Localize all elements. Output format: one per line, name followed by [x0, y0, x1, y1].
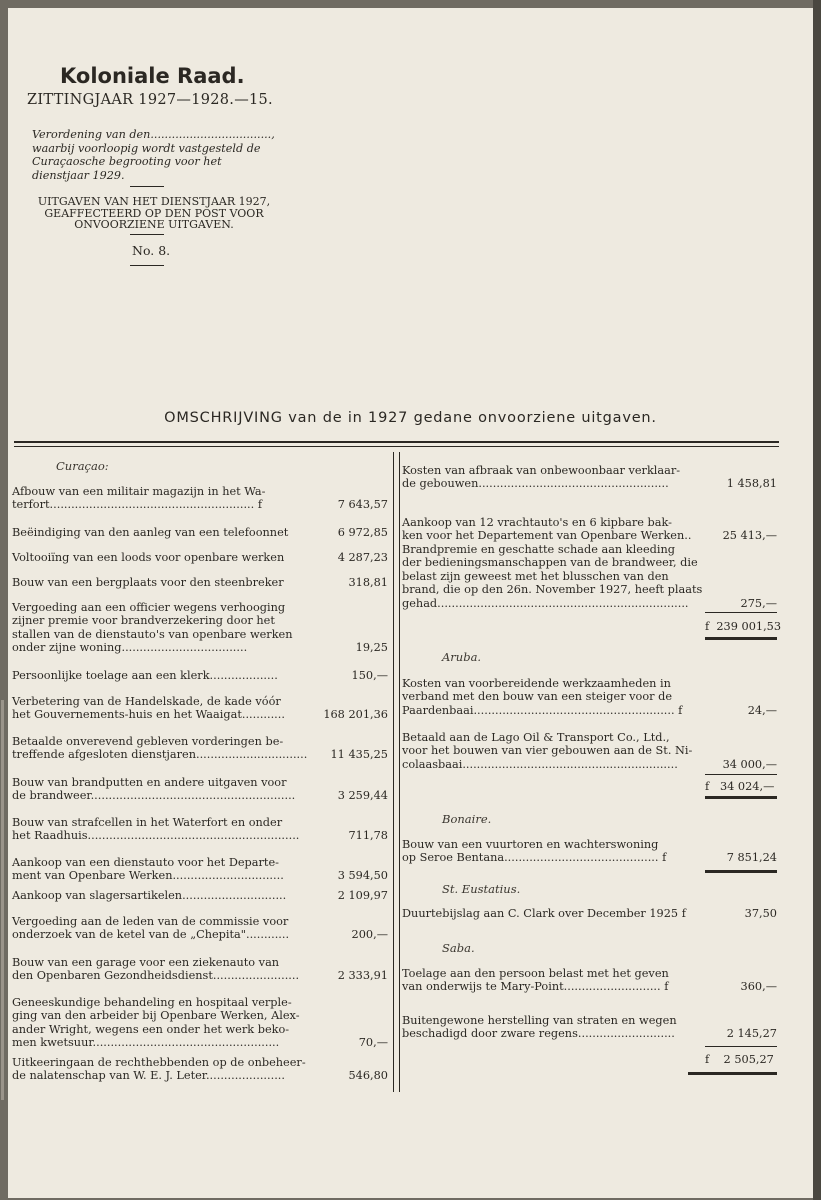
- item-description-line: Aankoop van 12 vrachtauto's en 6 kipbare bak-: [402, 516, 672, 529]
- list-item: [402, 543, 702, 610]
- subject-heading: UITGAVEN VAN HET DIENSTJAAR 1927, GEAFFECTEERD OP DEN POST VOOR ONVOORZIENE UITGAVEN.: [37, 195, 271, 231]
- item-amount: 168 201,36: [323, 708, 388, 722]
- item-amount: 3 259,44: [337, 789, 388, 803]
- list-item: [12, 551, 284, 564]
- heading-rule: [14, 441, 779, 443]
- item-description-line: Toelage aan den persoon belast met het geven: [402, 967, 669, 980]
- list-item: [402, 677, 682, 717]
- list-item: [12, 526, 288, 539]
- section-curacao: Curaçao:: [56, 459, 109, 473]
- item-amount: 19,25: [355, 641, 388, 655]
- item-amount: 24,—: [747, 703, 777, 717]
- item-description-line: ken voor het Departement van Openbare Werken..: [402, 529, 692, 543]
- page-edge: [813, 0, 821, 1200]
- item-description-line: colaasbaai............................................................: [402, 757, 678, 771]
- list-item: [12, 816, 299, 843]
- item-description-line: stallen van de dienstauto's van openbare werken: [12, 627, 293, 641]
- list-item: [12, 485, 265, 512]
- divider: [130, 186, 164, 187]
- item-amount: 4 287,23: [337, 551, 388, 564]
- item-description-line: belast zijn geweest met het blusschen van den: [402, 569, 669, 583]
- item-amount: 711,78: [348, 829, 388, 843]
- item-amount: 360,—: [740, 980, 777, 994]
- aruba-total: f 34 024,—: [705, 780, 775, 793]
- list-item: [402, 464, 680, 491]
- item-description-line: Vergoeding aan de leden van de commissie voor: [12, 915, 289, 928]
- list-item: [402, 967, 669, 994]
- list-item: [12, 576, 284, 589]
- binding-mark: [1, 700, 4, 1100]
- list-item: [12, 996, 300, 1050]
- item-amount: 7 643,57: [337, 498, 388, 512]
- item-description-line: gehad......................................................................: [402, 596, 689, 610]
- list-item: [402, 838, 666, 865]
- heading-rule: [14, 446, 779, 447]
- item-amount: 34 000,—: [722, 757, 777, 771]
- section-bonaire: Bonaire.: [442, 812, 492, 826]
- item-amount: 70,—: [358, 1036, 388, 1050]
- item-description-line: Afbouw van een militair magazijn in het Wa-: [12, 485, 266, 498]
- item-description-line: op Seroe Bentana........................................... f: [402, 851, 667, 865]
- list-item: [402, 1014, 677, 1041]
- total-rule: [705, 796, 777, 799]
- list-item: [12, 669, 278, 682]
- item-description-line: Paardenbaai........................................................ f: [402, 703, 683, 717]
- item-amount: 2 145,27: [726, 1027, 777, 1041]
- item-amount: 150,—: [351, 669, 388, 682]
- item-description-line: Kosten van afbraak van onbewoonbaar verklaar-: [402, 464, 681, 477]
- list-item: [12, 889, 286, 902]
- list-item: [12, 1056, 306, 1083]
- item-description-line: Kosten van voorbereidende werkzaamheden in: [402, 677, 671, 690]
- document-title: Koloniale Raad.: [60, 64, 245, 88]
- item-amount: 3 594,50: [337, 869, 388, 883]
- item-description-line: terfort......................................................... f: [12, 498, 263, 512]
- column-divider: [399, 452, 400, 1092]
- item-amount: 2 109,97: [337, 889, 388, 902]
- list-item: [12, 776, 295, 803]
- item-amount: 318,81: [348, 576, 388, 589]
- item-amount: 6 972,85: [337, 526, 388, 539]
- item-description-line: treffende afgesloten dienstjaren...............................: [12, 748, 308, 762]
- item-description-line: de brandweer.........................................................: [12, 789, 296, 803]
- item-amount: 200,—: [351, 928, 388, 942]
- curacao-total: f 239 001,53: [705, 620, 782, 633]
- section-aruba: Aruba.: [442, 650, 482, 664]
- section-st-eustatius: St. Eustatius.: [442, 882, 521, 896]
- document-number: No. 8.: [132, 243, 171, 258]
- list-item: [402, 907, 686, 920]
- item-description-line: Bouw van brandputten en andere uitgaven voor: [12, 776, 287, 789]
- total-rule: [705, 870, 777, 873]
- ordinance-intro: Verordening van den.................................., waarbij voorloopig wordt vastgesteld de Curaçaosche begrooting voor het dienstjaar 1929.: [32, 128, 275, 182]
- item-description-line: Vergoeding aan een officier wegens verhooging: [12, 601, 286, 614]
- item-amount: 546,80: [348, 1069, 388, 1083]
- item-description-line: voor het bouwen van vier gebouwen aan de St. Ni-: [402, 744, 693, 758]
- item-description-line: Bouw van een vuurtoren en wachterswoning: [402, 838, 659, 851]
- item-description-line: der bedieningsmanschappen van de brandweer, die: [402, 556, 698, 570]
- item-amount: 1 458,81: [726, 477, 777, 491]
- divider: [130, 234, 164, 235]
- item-description-line: Buitengewone herstelling van straten en wegen: [402, 1014, 677, 1027]
- item-description-line: zijner premie voor brandverzekering door het: [12, 614, 275, 628]
- item-description-line: Bouw van strafcellen in het Waterfort en onder: [12, 816, 283, 829]
- item-description-line: brand, die op den 26n. November 1927, heeft plaats: [402, 583, 703, 597]
- item-amount: 37,50: [744, 907, 777, 920]
- item-description-line: ging van den arbeider bij Openbare Werken, Alex-: [12, 1009, 300, 1023]
- total-rule: [705, 637, 777, 640]
- item-description-line: Bouw van een garage voor een ziekenauto van: [12, 956, 280, 969]
- item-description-line: men kwetsuur....................................................: [12, 1036, 280, 1050]
- item-description-line: ander Wright, wegens een onder het werk beko-: [12, 1022, 290, 1036]
- item-description-line: beschadigd door zware regens...........................: [402, 1027, 675, 1041]
- item-description-line: onderzoek van de ketel van de „Chepita"............: [12, 928, 290, 942]
- item-description-line: het Gouvernements-huis en het Waaigat............: [12, 708, 285, 722]
- item-amount: 11 435,25: [330, 748, 388, 762]
- item-description-line: Betaalde onverevend gebleven vorderingen be-: [12, 735, 284, 748]
- item-description-line: Voltooiïng van een loods voor openbare werken: [12, 551, 285, 564]
- item-description-line: van onderwijs te Mary-Point........................... f: [402, 980, 669, 994]
- item-description-line: Persoonlijke toelage aan een klerk...................: [12, 669, 278, 682]
- sum-line: [705, 1046, 777, 1047]
- item-description-line: verband met den bouw van een steiger voor de: [402, 690, 673, 704]
- section-saba: Saba.: [442, 941, 475, 955]
- item-amount: 25 413,—: [722, 529, 777, 543]
- list-item: [12, 601, 293, 655]
- list-item: [12, 956, 299, 983]
- item-amount: 7 851,24: [726, 851, 777, 865]
- item-description-line: den Openbaren Gezondheidsdienst........................: [12, 969, 300, 983]
- sum-line: [705, 612, 777, 613]
- item-description-line: onder zijne woning...................................: [12, 641, 248, 655]
- list-item: [12, 695, 285, 722]
- item-description-line: Duurtebijslag aan C. Clark over December 1925 f: [402, 907, 686, 920]
- list-item: [402, 516, 691, 543]
- item-description-line: ment van Openbare Werken...............................: [12, 869, 284, 883]
- list-item: [402, 731, 692, 771]
- sum-line: [705, 774, 777, 775]
- list-item: [12, 735, 307, 762]
- session-line: ZITTINGJAAR 1927—1928.—15.: [27, 92, 273, 108]
- list-item: [12, 915, 289, 942]
- item-description-line: de nalatenschap van W. E. J. Leter......................: [12, 1069, 285, 1083]
- item-description-line: het Raadhuis...........................................................: [12, 829, 300, 843]
- table-heading: OMSCHRIJVING van de in 1927 gedane onvoorziene uitgaven.: [164, 410, 657, 426]
- list-item: [12, 856, 284, 883]
- divider: [130, 265, 164, 266]
- item-description-line: Uitkeeringaan de rechthebbenden op de onbeheer-: [12, 1056, 306, 1069]
- item-description-line: Geneeskundige behandeling en hospitaal verple-: [12, 996, 292, 1009]
- item-amount: 275,—: [740, 596, 777, 610]
- item-amount: 2 333,91: [337, 969, 388, 983]
- item-description-line: Betaald aan de Lago Oil & Transport Co., Ltd.,: [402, 731, 670, 744]
- saba-total: f 2 505,27: [705, 1053, 774, 1066]
- item-description-line: Beëindiging van den aanleg van een telefoonnet: [12, 526, 289, 539]
- total-rule: [688, 1072, 777, 1075]
- item-description-line: Bouw van een bergplaats voor den steenbreker: [12, 576, 284, 589]
- item-description-line: de gebouwen.....................................................: [402, 477, 669, 491]
- item-description-line: Verbetering van de Handelskade, de kade vóór: [12, 695, 281, 708]
- item-description-line: Brandpremie en geschatte schade aan kleeding: [402, 543, 675, 556]
- item-description-line: Aankoop van een dienstauto voor het Departe-: [12, 856, 279, 869]
- column-divider: [393, 452, 394, 1092]
- item-description-line: Aankoop van slagersartikelen.............................: [12, 889, 287, 902]
